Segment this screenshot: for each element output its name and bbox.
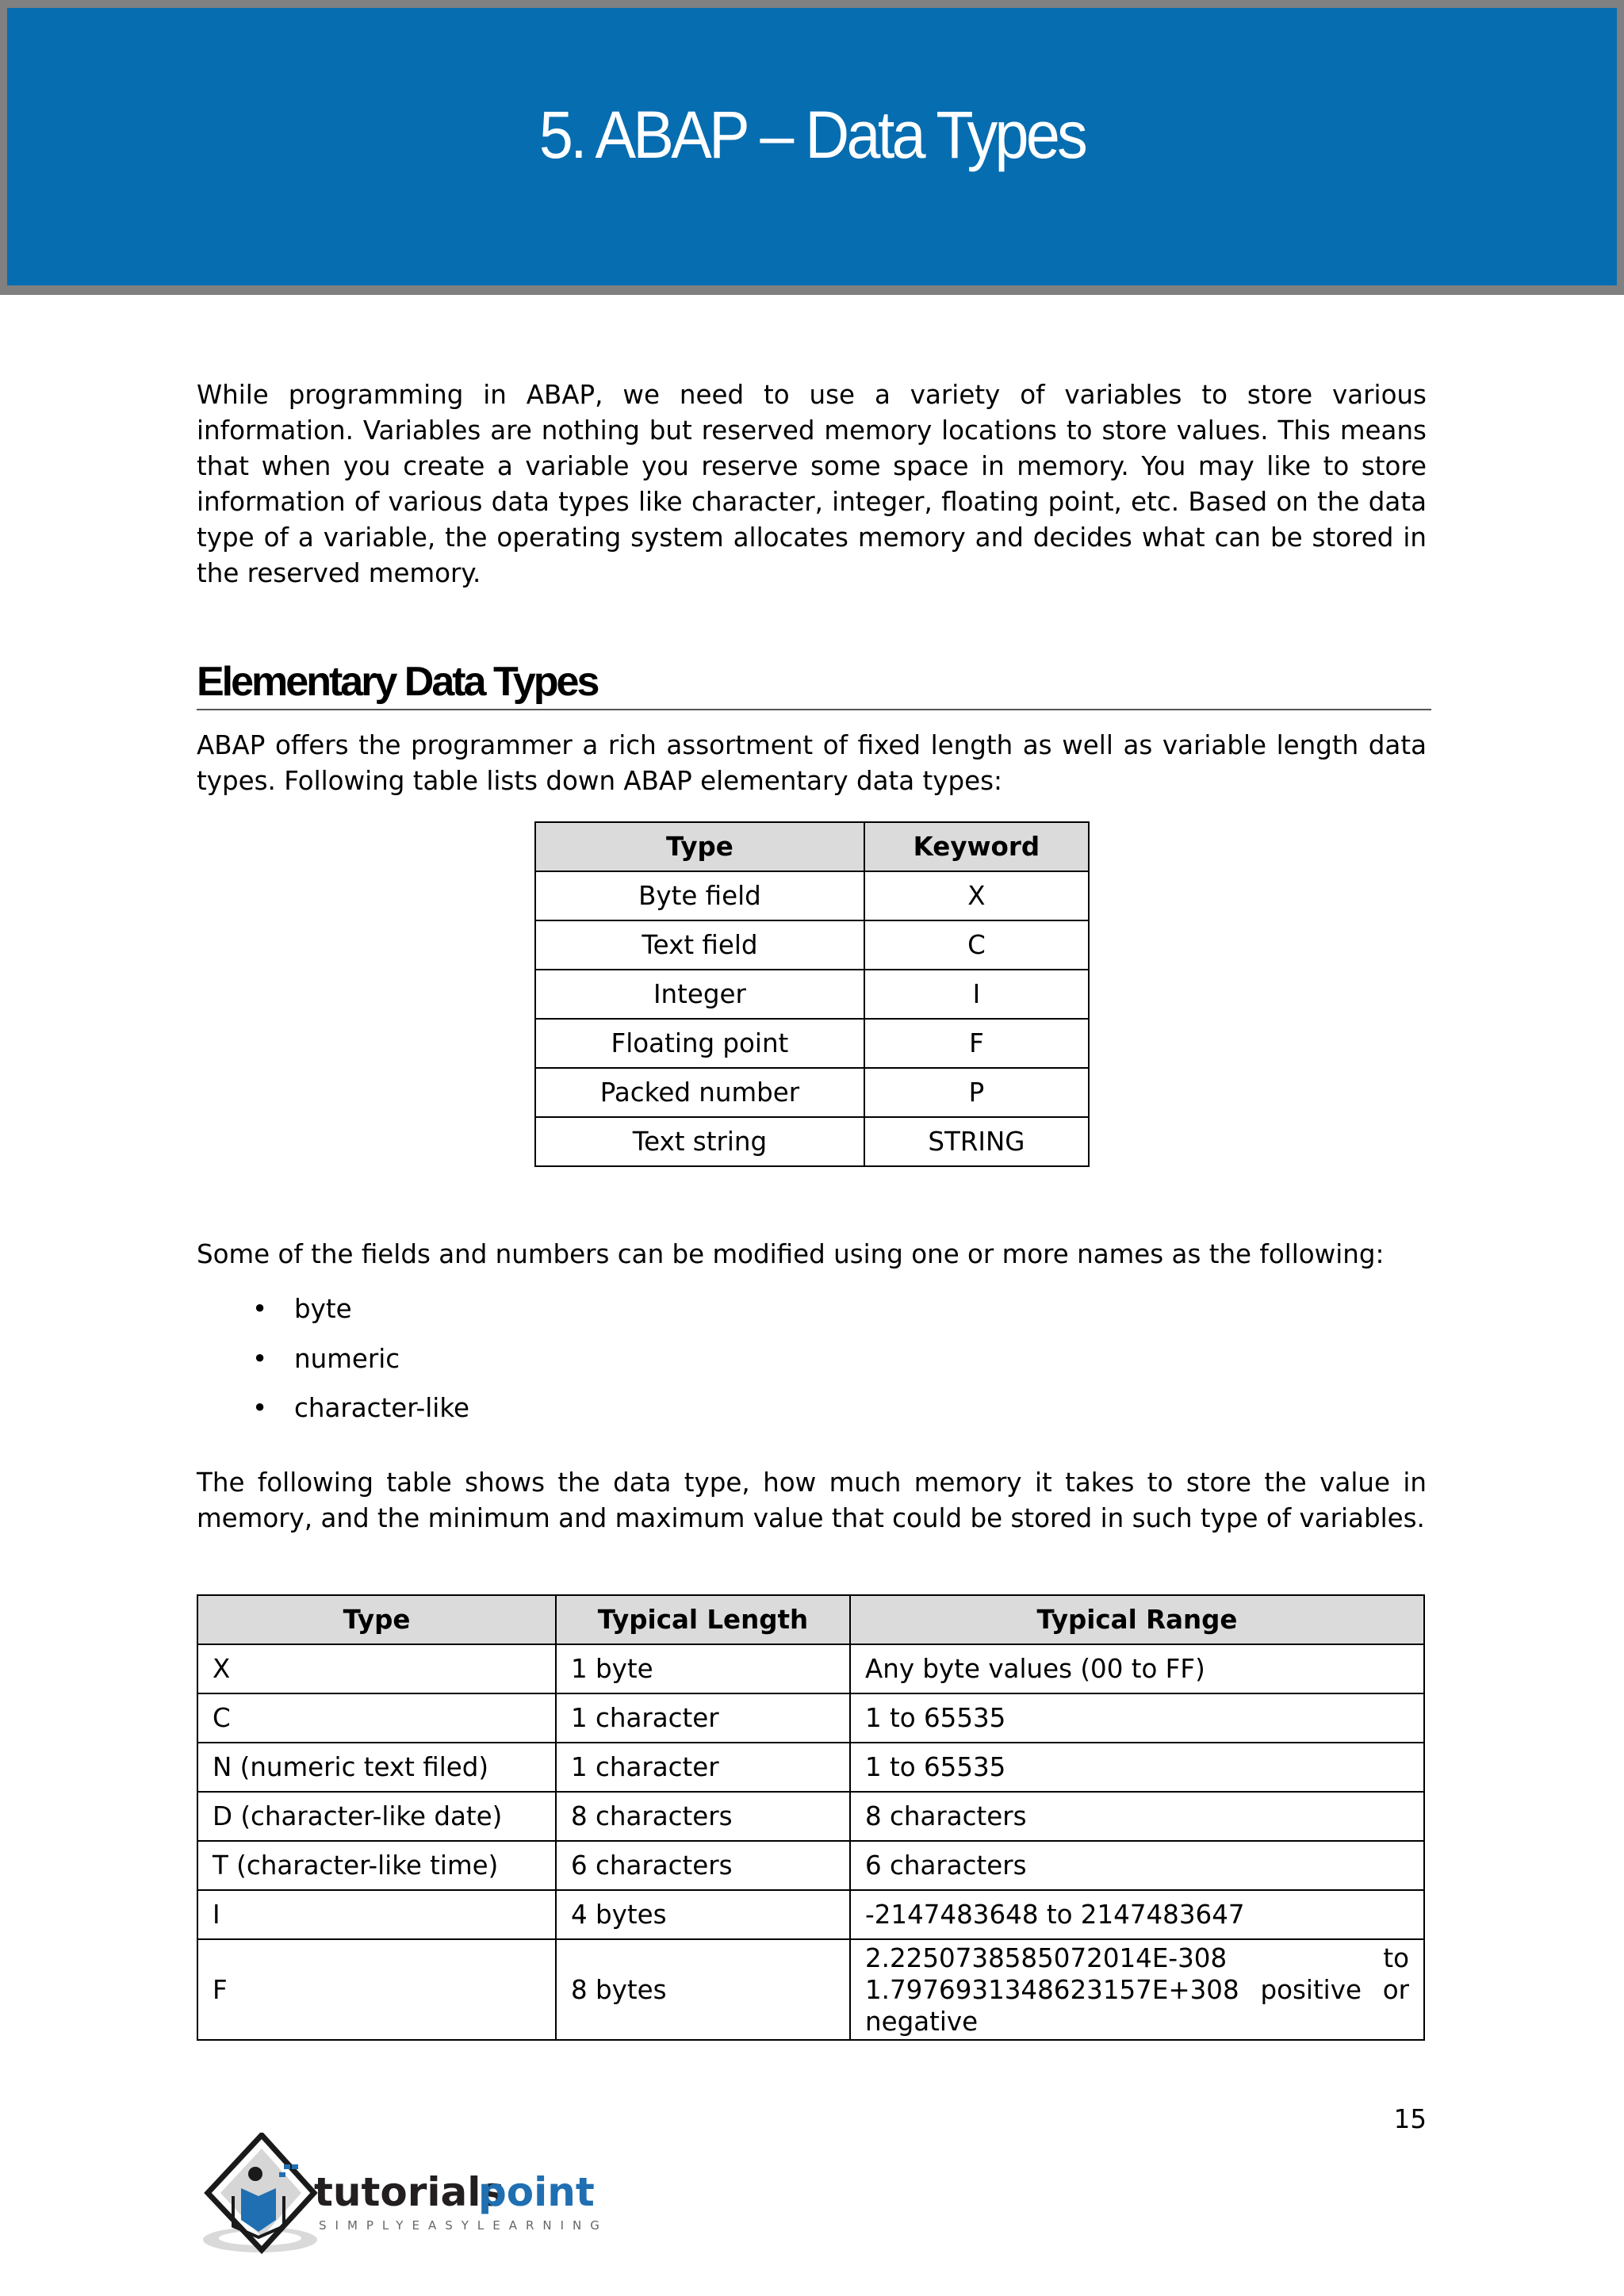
cell: F	[197, 1939, 556, 2040]
cell: Integer	[535, 970, 864, 1019]
cell: 1 to 65535	[850, 1693, 1424, 1743]
elementary-types-table	[534, 821, 1090, 1167]
bullet-icon: •	[252, 1294, 268, 1324]
column-header: Keyword	[864, 822, 1089, 871]
intro-paragraph: While programming in ABAP, we need to use a variety of variables to store various information. Variables are nothing but reserved memory locations to store values. This means that when you create a variable you reserve some space in memory. You may like to store information of various data types like character, integer, floating point, etc. Based on the data type of a variable, the operating system allocates memory and decides what can be stored in the reserved memory.	[197, 380, 1427, 588]
table-header-row	[535, 822, 1089, 871]
table-row	[535, 871, 1089, 920]
cell: N (numeric text filed)	[197, 1743, 556, 1792]
cell: 4 bytes	[556, 1890, 850, 1939]
cell: C	[197, 1693, 556, 1743]
list-item-text: byte	[294, 1294, 352, 1324]
page-number: 15	[1393, 2104, 1427, 2134]
cell: 1 to 65535	[850, 1743, 1424, 1792]
cell: F	[864, 1019, 1089, 1068]
cell: T (character-like time)	[197, 1841, 556, 1890]
cell: 8 characters	[850, 1792, 1424, 1841]
cell: Byte field	[535, 871, 864, 920]
table-row	[197, 1644, 1424, 1693]
chapter-header-band	[7, 8, 1617, 285]
cell: 1 byte	[556, 1644, 850, 1693]
table-row	[197, 1939, 1424, 2040]
table-row	[197, 1841, 1424, 1890]
cell: X	[197, 1644, 556, 1693]
cell: 1 character	[556, 1743, 850, 1792]
logo-icon	[195, 2133, 623, 2260]
cell: STRING	[864, 1117, 1089, 1166]
data-types-range-table	[197, 1594, 1425, 2041]
bullet-icon: •	[252, 1344, 268, 1374]
table-row	[197, 1693, 1424, 1743]
tutorialspoint-logo	[195, 2133, 623, 2263]
column-header: Typical Length	[556, 1595, 850, 1644]
list-item-text: character-like	[294, 1393, 469, 1423]
list-item	[252, 1344, 400, 1374]
table-row	[197, 1743, 1424, 1792]
list-item	[252, 1393, 469, 1423]
table-row	[535, 1068, 1089, 1117]
column-header: Type	[197, 1595, 556, 1644]
names-intro: Some of the fields and numbers can be modified using one or more names as the following:	[197, 1239, 1385, 1269]
cell: Text field	[535, 920, 864, 970]
section-paragraph: ABAP offers the programmer a rich assortment of fixed length as well as variable length data types. Following table lists down ABAP elementary data types:	[197, 730, 1427, 796]
table-row	[535, 920, 1089, 970]
table-row	[535, 1019, 1089, 1068]
table-header-row	[197, 1595, 1424, 1644]
list-item-text: numeric	[294, 1344, 400, 1374]
column-header: Typical Range	[850, 1595, 1424, 1644]
cell: Any byte values (00 to FF)	[850, 1644, 1424, 1693]
chapter-title: 5. ABAP – Data Types	[538, 98, 1086, 172]
cell: C	[864, 920, 1089, 970]
cell: 6 characters	[556, 1841, 850, 1890]
cell: 8 characters	[556, 1792, 850, 1841]
cell: -2147483648 to 2147483647	[850, 1890, 1424, 1939]
cell: D (character-like date)	[197, 1792, 556, 1841]
cell: X	[864, 871, 1089, 920]
list-item	[252, 1294, 352, 1324]
cell: 1 character	[556, 1693, 850, 1743]
svg-text:point: point	[478, 2169, 595, 2215]
table-row	[197, 1792, 1424, 1841]
chapter-header	[0, 0, 1624, 295]
cell: Text string	[535, 1117, 864, 1166]
cell: I	[197, 1890, 556, 1939]
cell: Floating point	[535, 1019, 864, 1068]
cell: I	[864, 970, 1089, 1019]
svg-text:tutorials: tutorials	[314, 2169, 505, 2215]
table-row	[535, 970, 1089, 1019]
bullet-icon: •	[252, 1393, 268, 1423]
cell: 6 characters	[850, 1841, 1424, 1890]
svg-text:SIMPLYEASYLEARNING: SIMPLYEASYLEARNING	[319, 2218, 608, 2233]
table-row	[535, 1117, 1089, 1166]
cell: 8 bytes	[556, 1939, 850, 2040]
cell: Packed number	[535, 1068, 864, 1117]
cell: 2.2250738585072014E-308 to 1.7976931348623157E+308 positive or negative	[850, 1939, 1424, 2040]
cell: P	[864, 1068, 1089, 1117]
table2-intro: The following table shows the data type, how much memory it takes to store the value in memory, and the minimum and maximum value that could be stored in such type of variables.	[197, 1468, 1427, 1533]
column-header: Type	[535, 822, 864, 871]
section-heading: Elementary Data Types	[197, 656, 1431, 710]
table-row	[197, 1890, 1424, 1939]
